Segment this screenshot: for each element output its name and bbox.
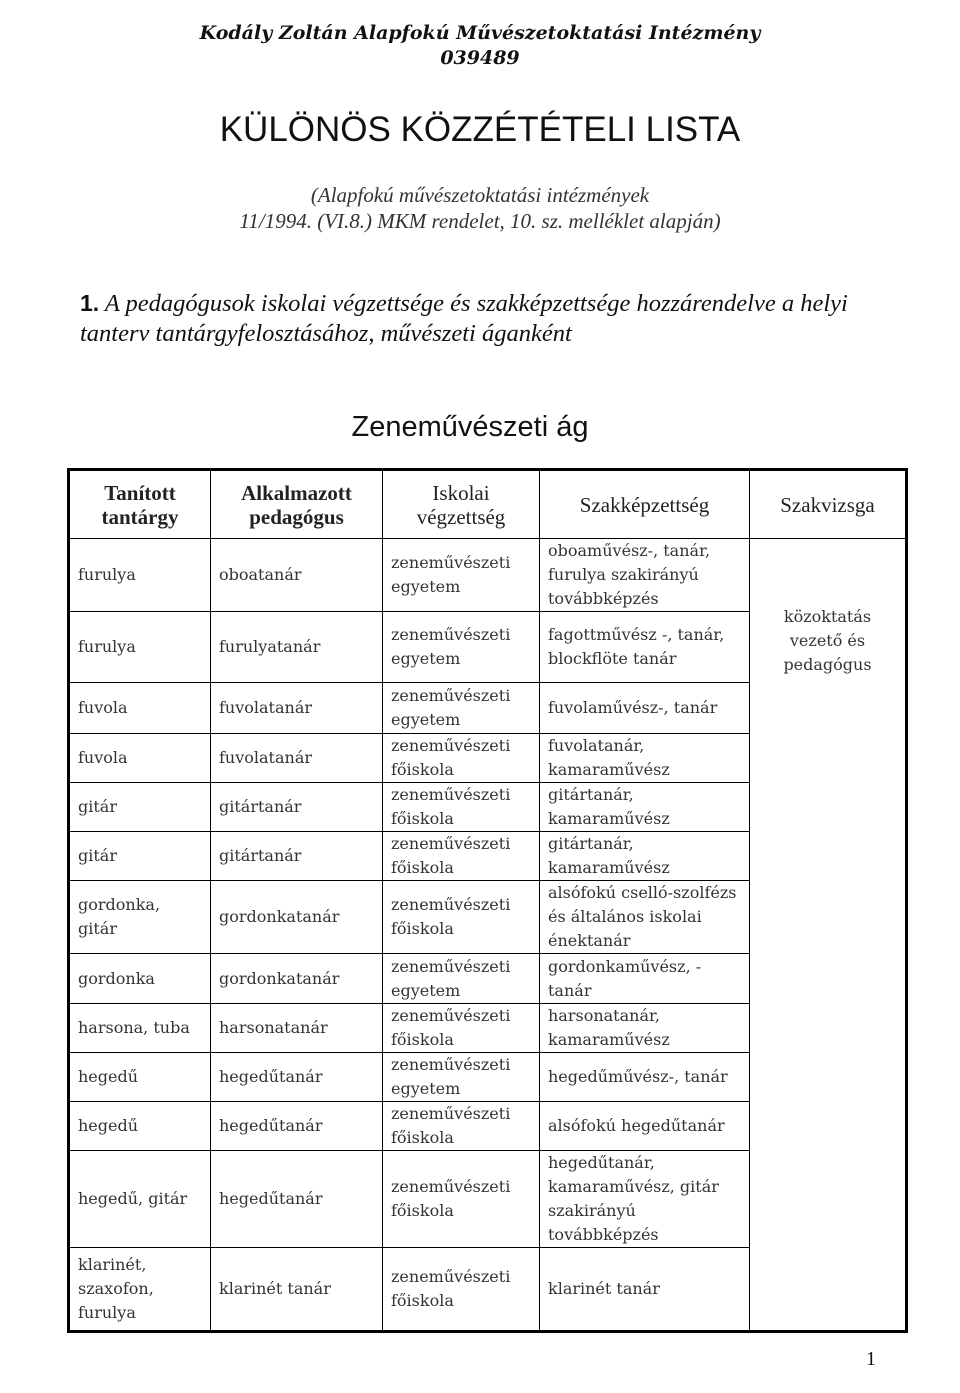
cell-qualification: gordonkaművész, - tanár bbox=[540, 954, 750, 1004]
col-header-exam: Szakvizsga bbox=[750, 470, 907, 539]
section-number: 1. bbox=[80, 290, 100, 316]
cell-qualification: fuvolaművész-, tanár bbox=[540, 683, 750, 734]
cell-exam: közoktatás vezető és pedagógus bbox=[750, 539, 907, 1332]
cell-subject: hegedű bbox=[69, 1102, 211, 1151]
cell-teacher: hegedűtanár bbox=[211, 1102, 383, 1151]
cell-education: zeneművészeti főiskola bbox=[383, 734, 540, 783]
cell-subject: hegedű, gitár bbox=[69, 1151, 211, 1248]
cell-qualification: alsófokú cselló-szolfézs és általános iskolai énektanár bbox=[540, 881, 750, 954]
cell-teacher: fuvolatanár bbox=[211, 734, 383, 783]
cell-subject: gitár bbox=[69, 783, 211, 832]
cell-qualification: fuvolatanár, kamaraművész bbox=[540, 734, 750, 783]
col-header-teacher: Alkalmazott pedagógus bbox=[211, 470, 383, 539]
section-heading-text: A pedagógusok iskolai végzettsége és szakképzettsége hozzárendelve a helyi tanterv tantárgyfelosztásához, művészeti áganként bbox=[80, 290, 848, 347]
cell-teacher: gordonkatanár bbox=[211, 881, 383, 954]
cell-qualification: hegedűtanár, kamaraművész, gitár szakirányú továbbképzés bbox=[540, 1151, 750, 1248]
cell-subject: gordonka, gitár bbox=[69, 881, 211, 954]
institution-name: Kodály Zoltán Alapfokú Művészetoktatási Intézmény bbox=[199, 22, 761, 44]
cell-teacher: gitártanár bbox=[211, 832, 383, 881]
table-row bbox=[69, 539, 907, 612]
cell-subject: gordonka bbox=[69, 954, 211, 1004]
cell-subject: klarinét, szaxofon, furulya bbox=[69, 1248, 211, 1332]
cell-subject: fuvola bbox=[69, 734, 211, 783]
cell-education: zeneművészeti egyetem bbox=[383, 539, 540, 612]
branch-title: Zeneművészeti ág bbox=[351, 411, 589, 443]
cell-subject: harsona, tuba bbox=[69, 1004, 211, 1053]
cell-education: zeneművészeti főiskola bbox=[383, 1004, 540, 1053]
cell-education: zeneművészeti főiskola bbox=[383, 1102, 540, 1151]
cell-qualification: fagottművész -, tanár, blockflöte tanár bbox=[540, 612, 750, 683]
cell-education: zeneművészeti egyetem bbox=[383, 683, 540, 734]
subtitle-line-1: (Alapfokú művészetoktatási intézmények bbox=[310, 183, 650, 207]
subtitle-line-2: 11/1994. (VI.8.) MKM rendelet, 10. sz. melléklet alapján) bbox=[239, 209, 721, 233]
cell-subject: fuvola bbox=[69, 683, 211, 734]
cell-education: zeneművészeti főiskola bbox=[383, 1151, 540, 1248]
col-header-education: Iskolai végzettség bbox=[383, 470, 540, 539]
cell-qualification: gitártanár, kamaraművész bbox=[540, 783, 750, 832]
cell-teacher: fuvolatanár bbox=[211, 683, 383, 734]
cell-teacher: oboatanár bbox=[211, 539, 383, 612]
cell-qualification: gitártanár, kamaraművész bbox=[540, 832, 750, 881]
cell-subject: gitár bbox=[69, 832, 211, 881]
cell-teacher: hegedűtanár bbox=[211, 1053, 383, 1102]
cell-education: zeneművészeti egyetem bbox=[383, 612, 540, 683]
cell-qualification: klarinét tanár bbox=[540, 1248, 750, 1332]
table-header-row bbox=[69, 470, 907, 539]
cell-qualification: hegedűművész-, tanár bbox=[540, 1053, 750, 1102]
institution-code: 039489 bbox=[440, 47, 520, 69]
cell-education: zeneművészeti egyetem bbox=[383, 1053, 540, 1102]
page-title: KÜLÖNÖS KÖZZÉTÉTELI LISTA bbox=[219, 110, 741, 149]
cell-teacher: furulyatanár bbox=[211, 612, 383, 683]
cell-teacher: hegedűtanár bbox=[211, 1151, 383, 1248]
cell-teacher: gitártanár bbox=[211, 783, 383, 832]
cell-qualification: harsonatanár, kamaraművész bbox=[540, 1004, 750, 1053]
cell-teacher: gordonkatanár bbox=[211, 954, 383, 1004]
col-header-subject: Tanított tantárgy bbox=[69, 470, 211, 539]
cell-education: zeneművészeti főiskola bbox=[383, 783, 540, 832]
cell-subject: hegedű bbox=[69, 1053, 211, 1102]
cell-education: zeneművészeti főiskola bbox=[383, 832, 540, 881]
cell-subject: furulya bbox=[69, 539, 211, 612]
cell-teacher: harsonatanár bbox=[211, 1004, 383, 1053]
page-number: 1 bbox=[866, 1348, 876, 1370]
cell-education: zeneművészeti főiskola bbox=[383, 1248, 540, 1332]
cell-qualification: alsófokú hegedűtanár bbox=[540, 1102, 750, 1151]
cell-teacher: klarinét tanár bbox=[211, 1248, 383, 1332]
col-header-qualification: Szakképzettség bbox=[540, 470, 750, 539]
section-heading bbox=[80, 288, 900, 349]
staff-qualification-table bbox=[67, 468, 908, 1333]
cell-qualification: oboaművész-, tanár, furulya szakirányú továbbképzés bbox=[540, 539, 750, 612]
cell-education: zeneművészeti egyetem bbox=[383, 954, 540, 1004]
cell-subject: furulya bbox=[69, 612, 211, 683]
cell-education: zeneművészeti főiskola bbox=[383, 881, 540, 954]
